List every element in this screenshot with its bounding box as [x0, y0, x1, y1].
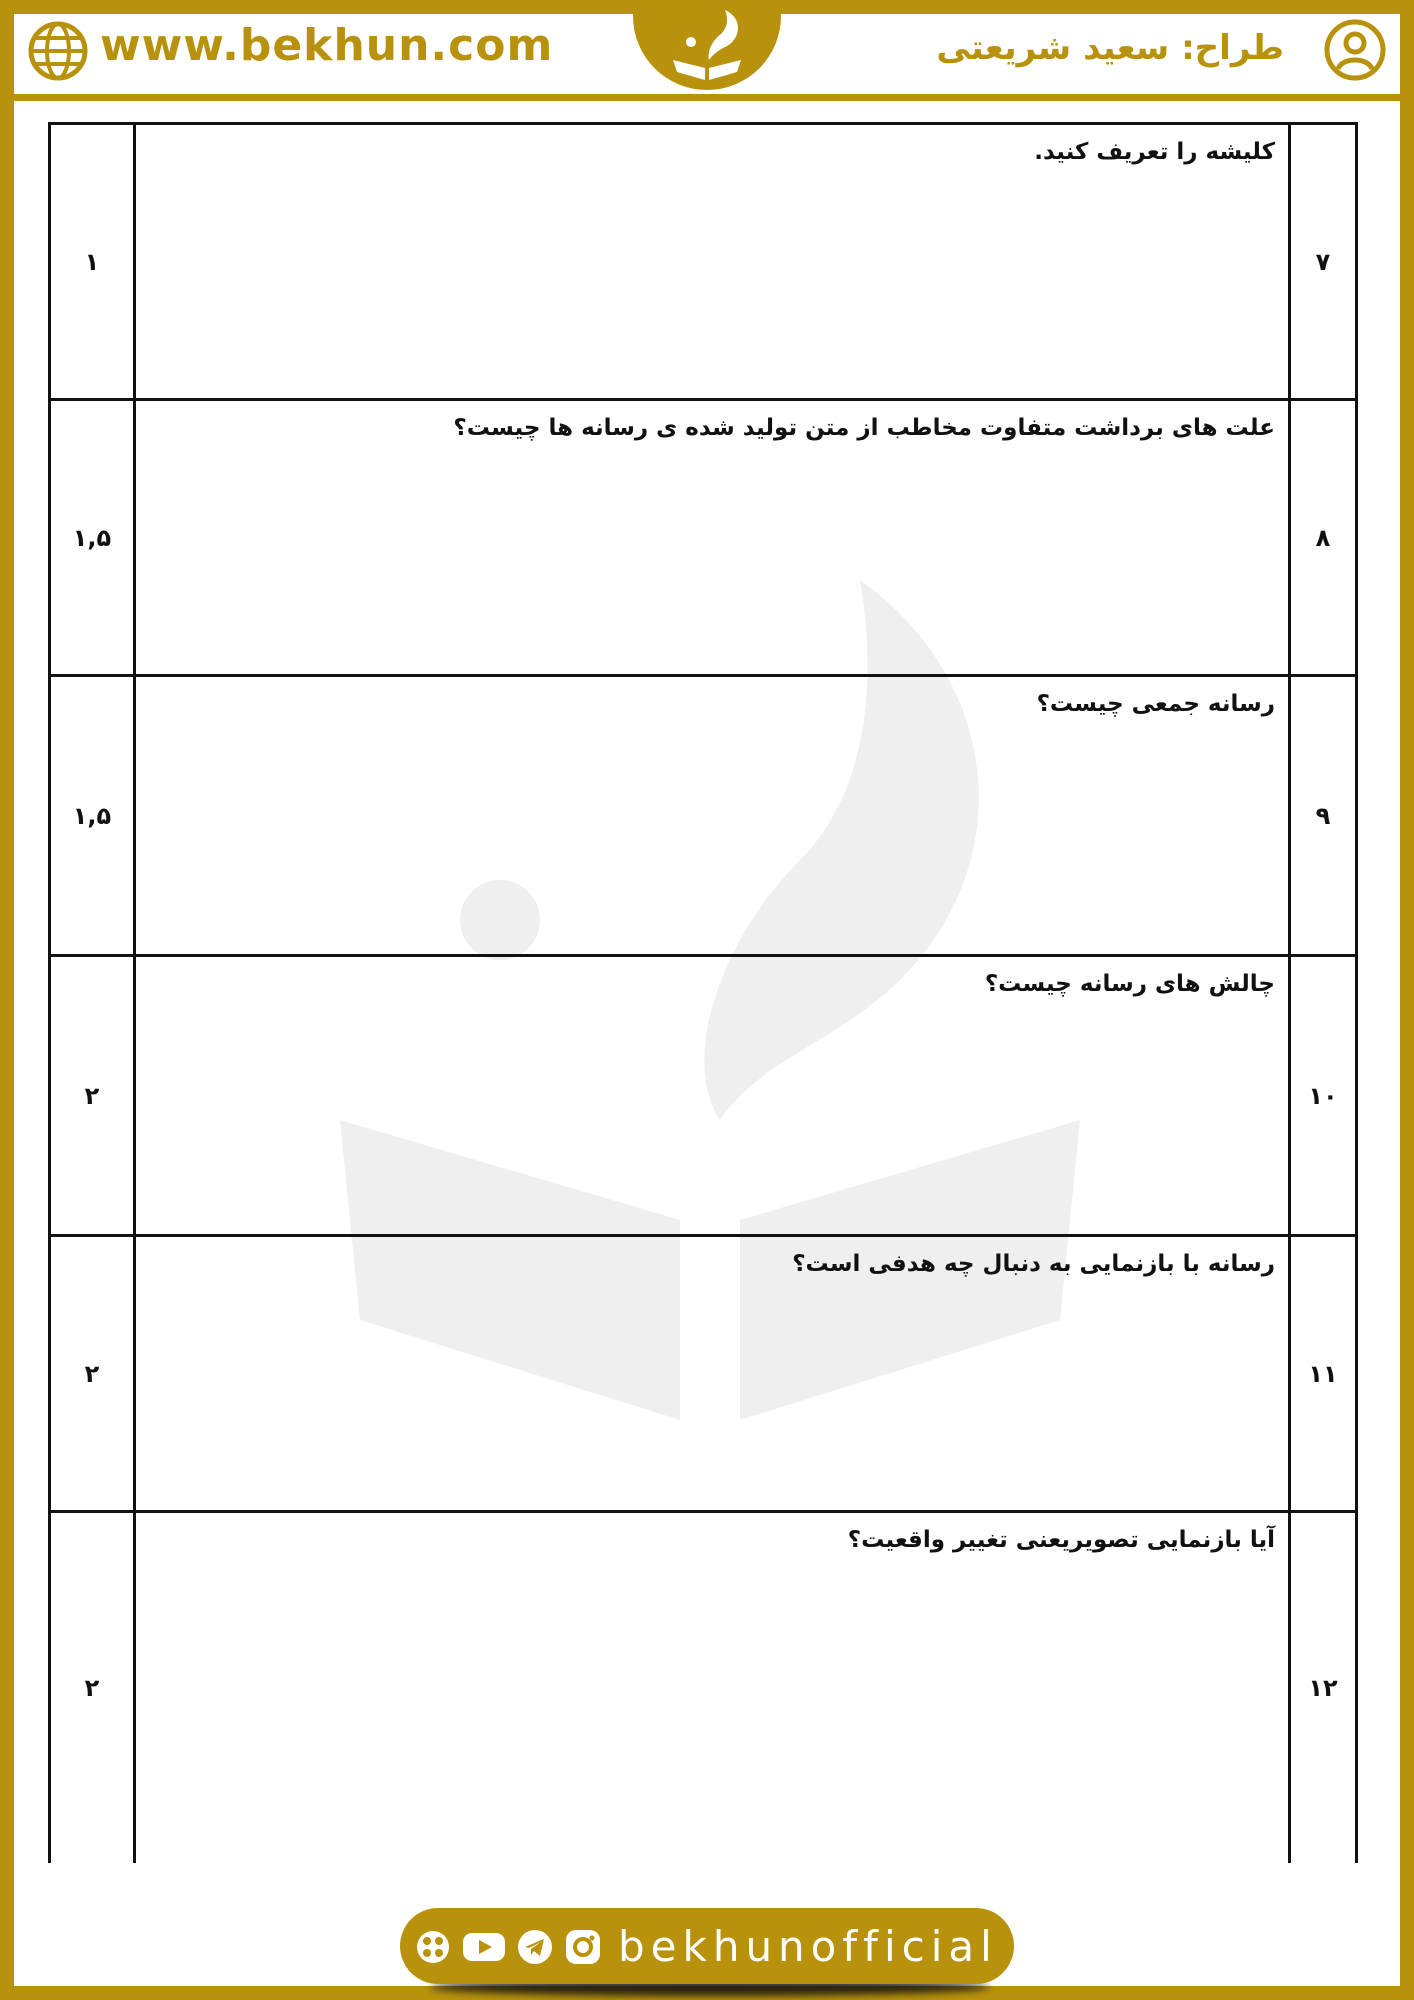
question-score: ۲ [84, 1359, 100, 1388]
social-handle[interactable]: bekhunofficial [618, 1922, 998, 1971]
question-table [48, 122, 1358, 1863]
question-number: ۷ [1315, 247, 1331, 276]
designer-name: طراح: سعید شریعتی [936, 28, 1284, 68]
youtube-icon[interactable] [462, 1928, 506, 1966]
question-number: ۱۱ [1308, 1359, 1338, 1388]
question-text: رسانه جمعی چیست؟ [1036, 691, 1275, 717]
question-text: آیا بازنمایی تصویریعنی تغییر واقعیت؟ [847, 1527, 1275, 1553]
question-number: ۸ [1315, 523, 1331, 552]
social-footer [400, 1908, 1014, 1984]
question-score: ۲ [84, 1674, 100, 1702]
aparat-icon[interactable] [414, 1928, 452, 1966]
question-score: ۱ [84, 247, 100, 276]
question-score: ۲ [84, 1081, 100, 1110]
question-row [51, 957, 1355, 1237]
site-url[interactable]: www.bekhun.com [100, 20, 554, 71]
question-score: ۱,۵ [72, 523, 112, 552]
question-text: کلیشه را تعریف کنید. [1034, 139, 1275, 165]
question-row [51, 1513, 1355, 1863]
question-text: رسانه با بازنمایی به دنبال چه هدفی است؟ [792, 1251, 1275, 1277]
question-number: ۹ [1315, 801, 1331, 830]
user-icon [1324, 19, 1386, 81]
telegram-icon[interactable] [516, 1928, 554, 1966]
question-text: علت های برداشت متفاوت مخاطب از متن تولید شده ی رسانه ها چیست؟ [453, 415, 1275, 441]
question-row [51, 125, 1355, 401]
question-number: ۱۲ [1308, 1674, 1338, 1702]
question-text: چالش های رسانه چیست؟ [984, 971, 1275, 997]
globe-icon [28, 21, 88, 81]
book-feather-icon [633, 0, 781, 90]
question-row [51, 677, 1355, 957]
question-number: ۱۰ [1308, 1081, 1338, 1110]
question-row [51, 1237, 1355, 1513]
brand-logo [633, 0, 781, 90]
instagram-icon[interactable] [564, 1928, 602, 1966]
question-row [51, 401, 1355, 677]
question-score: ۱,۵ [72, 801, 112, 830]
